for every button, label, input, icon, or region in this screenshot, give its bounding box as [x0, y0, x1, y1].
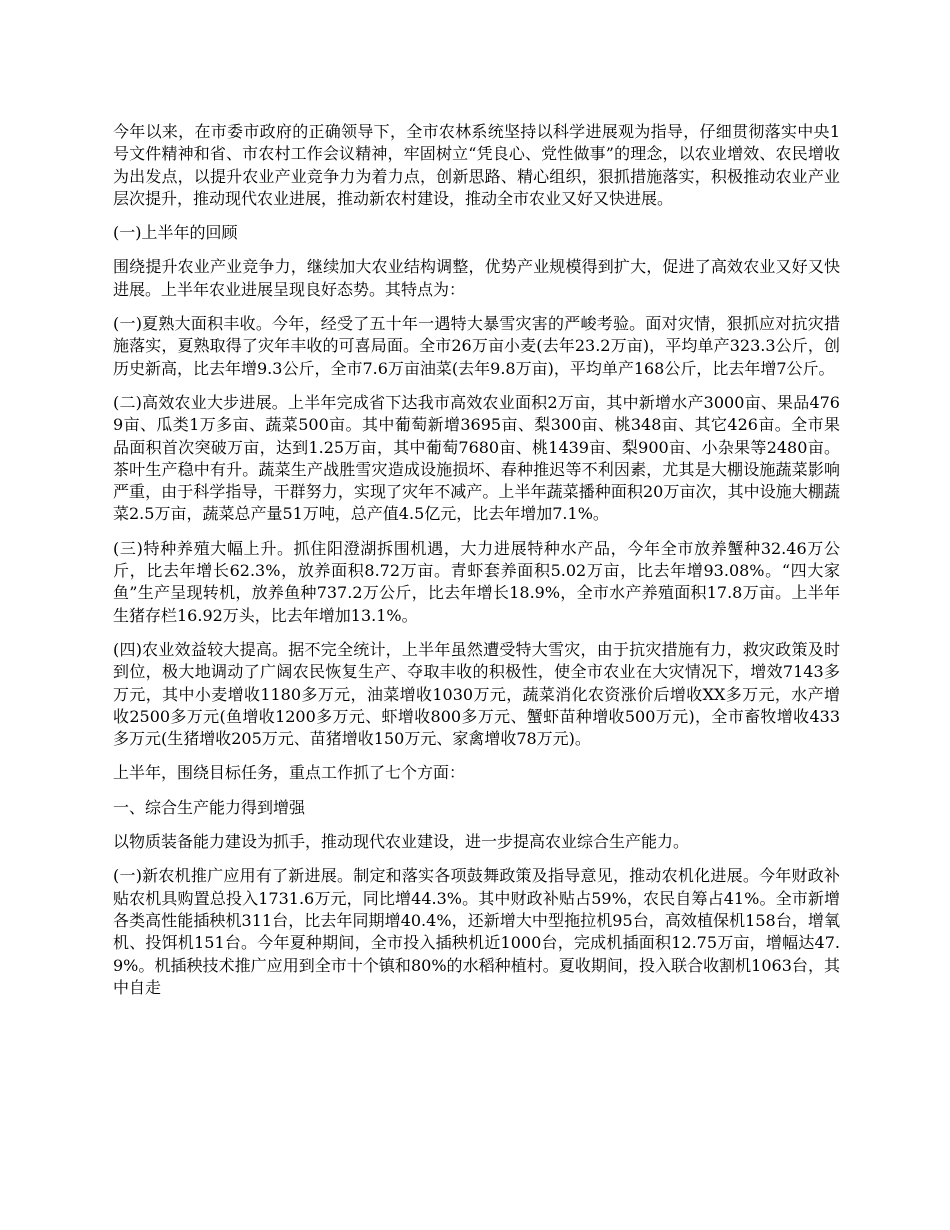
section-heading-review: (一)上半年的回顾: [113, 223, 238, 243]
section-heading-capacity: 一、综合生产能力得到增强: [113, 797, 306, 817]
key-work-intro-paragraph: 上半年，围绕目标任务，重点工作抓了七个方面：: [113, 763, 466, 783]
document-body: [113, 121, 840, 1011]
machinery-paragraph: (一)新农机推广应用有了新进展。制定和落实各项鼓舞政策及指导意见，推动农机化进展。今年财政补贴农机具购置总投入1731.6万元，同比增44.3%。其中财政补贴占59%，农民自筹占41%。全市新增各类高性能插秧机311台，比去年同期增40.4%，还新增大中型拖拉机95台，高效植保机158台，增氧机、投饵机151台。今年夏种期间，全市投入插秧机近1000台，完成机插面积12.75万亩，增幅达47.9%。机插秧技术推广应用到全市十个镇和80%的水稻种植村。夏收期间，投入联合收割机1063台，其中自走: [113, 866, 840, 997]
summer-harvest-paragraph: (一)夏熟大面积丰收。今年，经受了五十年一遇特大暴雪灾害的严峻考验。面对灾情，狠抓应对抗灾措施落实，夏熟取得了灾年丰收的可喜局面。全市26万亩小麦(去年23.2万亩)，平均单产323.3公斤，创历史新高，比去年增9.3公斤，全市7.6万亩油菜(去年9.8万亩)，平均单产168公斤，比去年增7公斤。: [113, 314, 840, 378]
capacity-intro-paragraph: 以物质装备能力建设为抓手，推动现代农业建设，进一步提高农业综合生产能力。: [113, 832, 690, 852]
intro-paragraph: 今年以来，在市委市政府的正确领导下，全市农林系统坚持以科学进展观为指导，仔细贯彻落实中央1号文件精神和省、市农村工作会议精神，牢固树立“凭良心、党性做事”的理念，以农业增效、农民增收为出发点，以提升农业产业竞争力为着力点，创新思路、精心组织，狠抓措施落实，积极推动农业产业层次提升，推动现代农业进展，推动新农村建设，推动全市农业又好又快进展。: [113, 122, 840, 208]
special-breeding-paragraph: (三)特种养殖大幅上升。抓住阳澄湖拆围机遇，大力进展特种水产品，今年全市放养蟹种32.46万公斤，比去年增长62.3%，放养面积8.72万亩。青虾套养面积5.02万亩，比去年增93.08%。“四大家鱼”生产呈现转机，放养鱼种737.2万公斤，比去年增长18.9%，全市水产养殖面积17.8万亩。上半年生猪存栏16.92万头，比去年增加13.1%。: [113, 538, 840, 625]
agricultural-benefit-paragraph: (四)农业效益较大提高。据不完全统计，上半年虽然遭受特大雪灾，由于抗灾措施有力，救灾政策及时到位，极大地调动了广阔农民恢复生产、夺取丰收的积极性，使全市农业在大灾情况下，增效7143多万元，其中小麦增收1180多万元，油菜增收1030万元，蔬菜消化农资涨价后增收XX多万元，水产增收2500多万元(鱼增收1200多万元、虾增收800多万元、蟹虾苗种增收500万元)，全市畜牧增收433多万元(生猪增收205万元、苗猪增收150万元、家禽增收78万元)。: [113, 639, 840, 749]
review-summary-paragraph: 围绕提升农业产业竞争力，继续加大农业结构调整，优势产业规模得到扩大，促进了高效农业又好又快进展。上半年农业进展呈现良好态势。其特点为：: [113, 257, 840, 299]
efficient-agriculture-paragraph: (二)高效农业大步进展。上半年完成省下达我市高效农业面积2万亩，其中新增水产3000亩、果品4769亩、瓜类1万多亩、蔬菜500亩。其中葡萄新增3695亩、梨300亩、桃348亩、其它426亩。全市果品面积首次突破万亩，达到1.25万亩，其中葡萄7680亩、桃1439亩、梨900亩、小杂果等2480亩。茶叶生产稳中有升。蔬菜生产战胜雪灾造成设施损坏、春种推迟等不利因素，尤其是大棚设施蔬菜影响严重，由于科学指导，干群努力，实现了灾年不减产。上半年蔬菜播种面积20万亩次，其中设施大棚蔬菜2.5万亩，蔬菜总产量51万吨，总产值4.5亿元，比去年增加7.1%。: [113, 392, 840, 524]
